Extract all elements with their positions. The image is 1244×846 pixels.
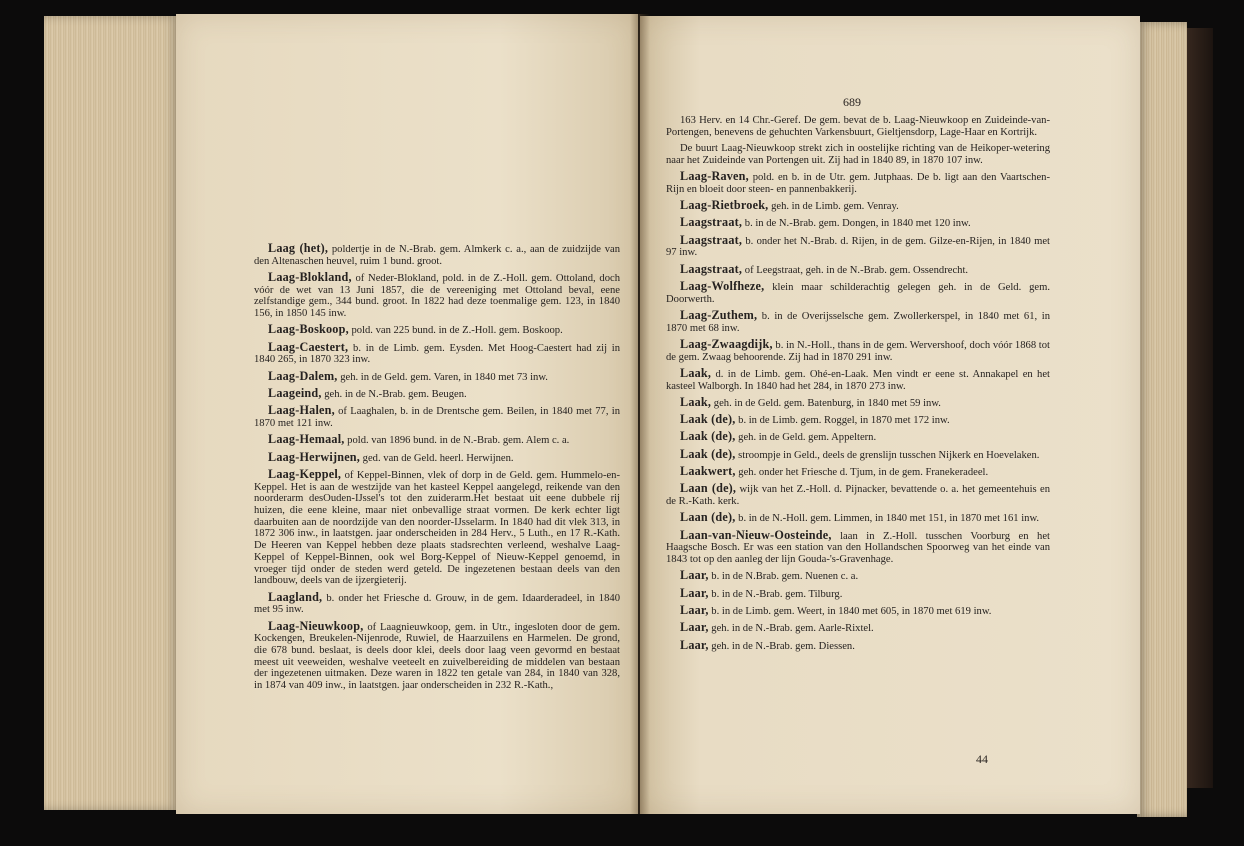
entry-text: b. in de N.-Brab. gem. Dongen, in 1840 met 120 inw. xyxy=(742,218,971,230)
dictionary-entry xyxy=(666,278,1050,305)
entry-text: 163 Herv. en 14 Chr.-Geref. De gem. bevat de b. Laag-Nieuwkoop en Zuideinde-van-Portengen, benevens de gehuchten Varkensbuurt, Gieltjensdorp, Lage-Haar en Kortrijk. xyxy=(666,115,1050,138)
entry-headword: Laageind, xyxy=(268,386,322,400)
signature-mark: 44 xyxy=(976,752,988,766)
entry-headword: Laag-Dalem, xyxy=(268,368,338,383)
entry-headword: Laag-Keppel, xyxy=(268,466,342,481)
dictionary-entry xyxy=(666,336,1050,363)
entry-headword: Laan-van-Nieuw-Oosteinde, xyxy=(680,527,832,542)
entry-headword: Laan (de), xyxy=(680,510,736,525)
entry-text: geh. in de N.-Brab. gem. Aarle-Rixtel. xyxy=(708,623,874,635)
entry-headword: Laag-Zwaagdijk, xyxy=(680,336,773,351)
dictionary-entry xyxy=(254,339,620,366)
dictionary-entry xyxy=(666,527,1050,566)
entry-headword: Laag-Nieuwkoop, xyxy=(268,618,364,633)
entry-headword: Laagstraat, xyxy=(680,232,743,247)
entry-text: pold. van 1896 bund. in de N.-Brab. gem. Alem c. a. xyxy=(344,435,570,447)
entry-text: b. in de Limb. gem. Eysden. Met Hoog-Caestert had zij in 1840 265, in 1870 323 inw. xyxy=(254,342,620,366)
dictionary-entry xyxy=(666,232,1050,259)
dictionary-entry xyxy=(666,512,1050,525)
entry-text: pold. en b. in de Utr. gem. Jutphaas. De b. ligt aan den Vaartschen-Rijn en bloeit door steen- en pannenbakkerij. xyxy=(666,172,1050,195)
dictionary-entry xyxy=(254,243,620,267)
left-page-edges xyxy=(44,16,179,810)
dictionary-entry xyxy=(666,365,1050,392)
dictionary-entry xyxy=(254,434,620,447)
entry-text: of Laaghalen, b. in de Drentsche gem. Beilen, in 1840 met 77, in 1870 met 121 inw. xyxy=(254,406,620,429)
entry-text: pold. van 225 bund. in de Z.-Holl. gem. Boskoop. xyxy=(348,325,563,337)
entry-headword: Laag-Boskoop, xyxy=(268,322,349,337)
dictionary-entry xyxy=(666,637,1050,653)
entry-headword: Laak (de), xyxy=(680,412,736,427)
page-number: 689 xyxy=(843,95,861,109)
entry-headword: Laar, xyxy=(680,585,709,600)
left-page-text xyxy=(254,243,620,696)
entry-text: of Neder-Blokland, pold. in de Z.-Holl. gem. Ottoland, doch vóór de wet van 13 Juni 1857, die de vereeniging met Ottoland beval, eene zelfstandige gem., 344 bund. groot. In 1822 had deze toenmalige gem. 123, in 1840 156, in 1850 145 inw. xyxy=(254,273,620,320)
entry-text: b. in de N.-Holl. gem. Limmen, in 1840 met 151, in 1870 met 161 inw. xyxy=(735,513,1040,525)
right-page-edges xyxy=(1137,22,1187,817)
dictionary-entry xyxy=(254,324,620,337)
entry-headword: Laag-Wolfheze, xyxy=(680,278,765,293)
entry-text: b. in de Limb. gem. Weert, in 1840 met 605, in 1870 met 619 inw. xyxy=(708,605,992,617)
entry-text: wijk van het Z.-Holl. d. Pijnacker, bevattende o. a. het gemeentehuis en de R.-Kath. kerk. xyxy=(666,484,1050,508)
dictionary-entry xyxy=(254,589,620,616)
dictionary-entry xyxy=(666,446,1050,462)
entry-text: poldertje in de N.-Brab. gem. Almkerk c. a., aan de zuidzijde van den Altenaschen heuvel, ruim 1 bund. groot. xyxy=(254,244,620,267)
entry-text: De buurt Laag-Nieuwkoop strekt zich in oostelijke richting van de Heikoper-wetering naar het Zuideinde van Portengen uit. Zij had in 1840 89, in 1870 107 inw. xyxy=(666,143,1050,166)
dictionary-entry xyxy=(254,466,620,587)
dictionary-entry xyxy=(666,414,1050,427)
entry-headword: Laag-Rietbroek, xyxy=(680,198,769,212)
entry-text: geh. onder het Friesche d. Tjum, in de gem. Franekeradeel. xyxy=(735,467,989,479)
entry-text: klein maar schilderachtig gelegen geh. in de Geld. gem. Doorwerth. xyxy=(666,281,1050,305)
entry-headword: Laak, xyxy=(680,365,712,380)
entry-text: b. in de N.Brab. gem. Nuenen c. a. xyxy=(708,571,859,583)
dictionary-entry xyxy=(666,622,1050,635)
entry-headword: Laak (de), xyxy=(680,429,736,444)
entry-headword: Laag-Zuthem, xyxy=(680,307,758,322)
entry-headword: Laagstraat, xyxy=(680,215,743,230)
entry-text: b. in N.-Holl., thans in de gem. Wervershoof, doch vóór 1868 tot de gem. Zwaag behoorende. Zij had in 1870 291 inw. xyxy=(666,339,1050,363)
dictionary-entry xyxy=(254,388,620,401)
entry-text: d. in de Limb. gem. Ohé-en-Laak. Men vindt er eene st. Annakapel en het kasteel Walborgh. In 1840 had het 284, in 1870 273 inw. xyxy=(666,368,1050,392)
entry-text: geh. in de N.-Brab. gem. Diessen. xyxy=(708,640,855,652)
entry-headword: Laar, xyxy=(680,637,709,652)
dictionary-entry xyxy=(666,200,1050,213)
entry-headword: Laag-Halen, xyxy=(268,403,335,418)
entry-text: geh. in de N.-Brab. gem. Beugen. xyxy=(321,389,467,400)
dictionary-entry xyxy=(666,431,1050,444)
entry-headword: Laag-Herwijnen, xyxy=(268,449,361,464)
dictionary-entry xyxy=(666,570,1050,583)
book-gutter xyxy=(630,14,650,814)
entry-headword: Laak, xyxy=(680,394,712,409)
dictionary-entry xyxy=(666,307,1050,334)
entry-headword: Laag-Raven, xyxy=(680,169,749,183)
dictionary-entry xyxy=(666,171,1050,195)
entry-text: geh. in de Geld. gem. Batenburg, in 1840 met 59 inw. xyxy=(711,397,941,409)
entry-headword: Laar, xyxy=(680,568,709,583)
dictionary-entry xyxy=(666,466,1050,479)
entry-headword: Laan (de), xyxy=(680,481,737,496)
entry-text: of Leegstraat, geh. in de N.-Brab. gem. Ossendrecht. xyxy=(742,264,969,276)
entry-headword: Laag (het), xyxy=(268,241,329,255)
entry-headword: Laag-Blokland, xyxy=(268,270,352,284)
entry-text: ged. van de Geld. heerl. Herwijnen. xyxy=(360,452,514,464)
entry-headword: Laag-Caestert, xyxy=(268,339,349,354)
dictionary-entry xyxy=(666,585,1050,601)
dictionary-entry xyxy=(666,394,1050,410)
entry-headword: Laak (de), xyxy=(680,446,736,461)
entry-text: b. in de Overijsselsche gem. Zwollerkerspel, in 1840 met 61, in 1870 met 68 inw. xyxy=(666,310,1050,334)
entry-text: b. in de N.-Brab. gem. Tilburg. xyxy=(708,588,843,600)
dictionary-entry xyxy=(666,483,1050,507)
entry-headword: Laakwert, xyxy=(680,464,736,479)
entry-text: b. in de Limb. gem. Roggel, in 1870 met 172 inw. xyxy=(735,415,950,427)
dictionary-entry xyxy=(666,115,1050,138)
dictionary-entry xyxy=(254,368,620,384)
dictionary-entry xyxy=(254,449,620,465)
entry-text: b. onder het Friesche d. Grouw, in de gem. Idaarderadeel, in 1840 met 95 inw. xyxy=(254,592,620,616)
right-page-text xyxy=(666,115,1050,657)
entry-text: b. onder het N.-Brab. d. Rijen, in de gem. Gilze-en-Rijen, in 1840 met 97 inw. xyxy=(666,235,1050,259)
entry-text: geh. in de Limb. gem. Venray. xyxy=(768,201,899,212)
dictionary-entry xyxy=(254,618,620,692)
entry-headword: Laar, xyxy=(680,602,709,617)
entry-headword: Laagstraat, xyxy=(680,261,743,276)
dictionary-entry xyxy=(666,143,1050,166)
entry-headword: Laar, xyxy=(680,620,709,635)
dictionary-entry xyxy=(666,261,1050,277)
book-cover-right xyxy=(1183,28,1213,788)
dictionary-entry xyxy=(666,217,1050,230)
entry-headword: Laagland, xyxy=(268,589,323,604)
entry-text: of Keppel-Binnen, vlek of dorp in de Geld. gem. Hummelo-en-Keppel. Het is aan de westzijde van het kasteel Keppel aangelegd, reikende van den noorderarm desOuden-IJssel's tot den zuiderarm.Het bestaat uit eene dubbele rij huizen, die eene kleine, maar niet onbevallige straat vormen. De kerk echter ligt daarbuiten aan de noordzijde van den noorder-IJsselarm. In 1840 had dit vlek 313, in 1872 306 inw., in laatstgen. jaar onderscheiden in 284 Herv., 5 Luth., en 17 R.-Kath. De Heeren van Keppel hebben deze plaats stadsrechten verleend, weshalve Laag-Keppel of Keppel-Binnen, ook wel Borg-Keppel of Nieuw-Keppel genoemd, in vroeger tijd onder de steden werd geteld. De ingezetenen bestaan deels van den landbouw, deels van de ijzergieterij. xyxy=(254,469,620,587)
dictionary-entry xyxy=(666,602,1050,618)
entry-text: stroompje in Geld., deels de grenslijn tusschen Nijkerk en Hoevelaken. xyxy=(735,449,1040,461)
dictionary-entry xyxy=(254,272,620,320)
entry-text: laan in Z.-Holl. tusschen Voorburg en het Haagsche Bosch. Er was een station van den Hollandschen Spoorweg van het einde van 1843 tot op den aanleg der lijn Gouda-'s-Gravenhage. xyxy=(666,530,1050,566)
dictionary-entry xyxy=(254,405,620,429)
entry-text: geh. in de Geld. gem. Appeltern. xyxy=(735,432,877,444)
entry-headword: Laag-Hemaal, xyxy=(268,432,345,447)
entry-text: geh. in de Geld. gem. Varen, in 1840 met 73 inw. xyxy=(337,371,548,383)
entry-text: of Laagnieuwkoop, gem. in Utr., ingesloten door de gem. Kockengen, Breukelen-Nijenrode, Ruwiel, de Haarzuilens en Harmelen. De grond, die 678 bund. beslaat, is deels door klei, deels door laag veen gevormd en bestaat meest uit veeweiden, weshalve veeteelt en zuivelbereiding de middelen van bestaan der ingezetenen uitmaken. Deze waren in 1822 ten getale van 284, in 1840 van 328, in 1874 van 409 inw., in laatstgen. jaar onderscheiden in 232 R.-Kath., xyxy=(254,621,620,692)
